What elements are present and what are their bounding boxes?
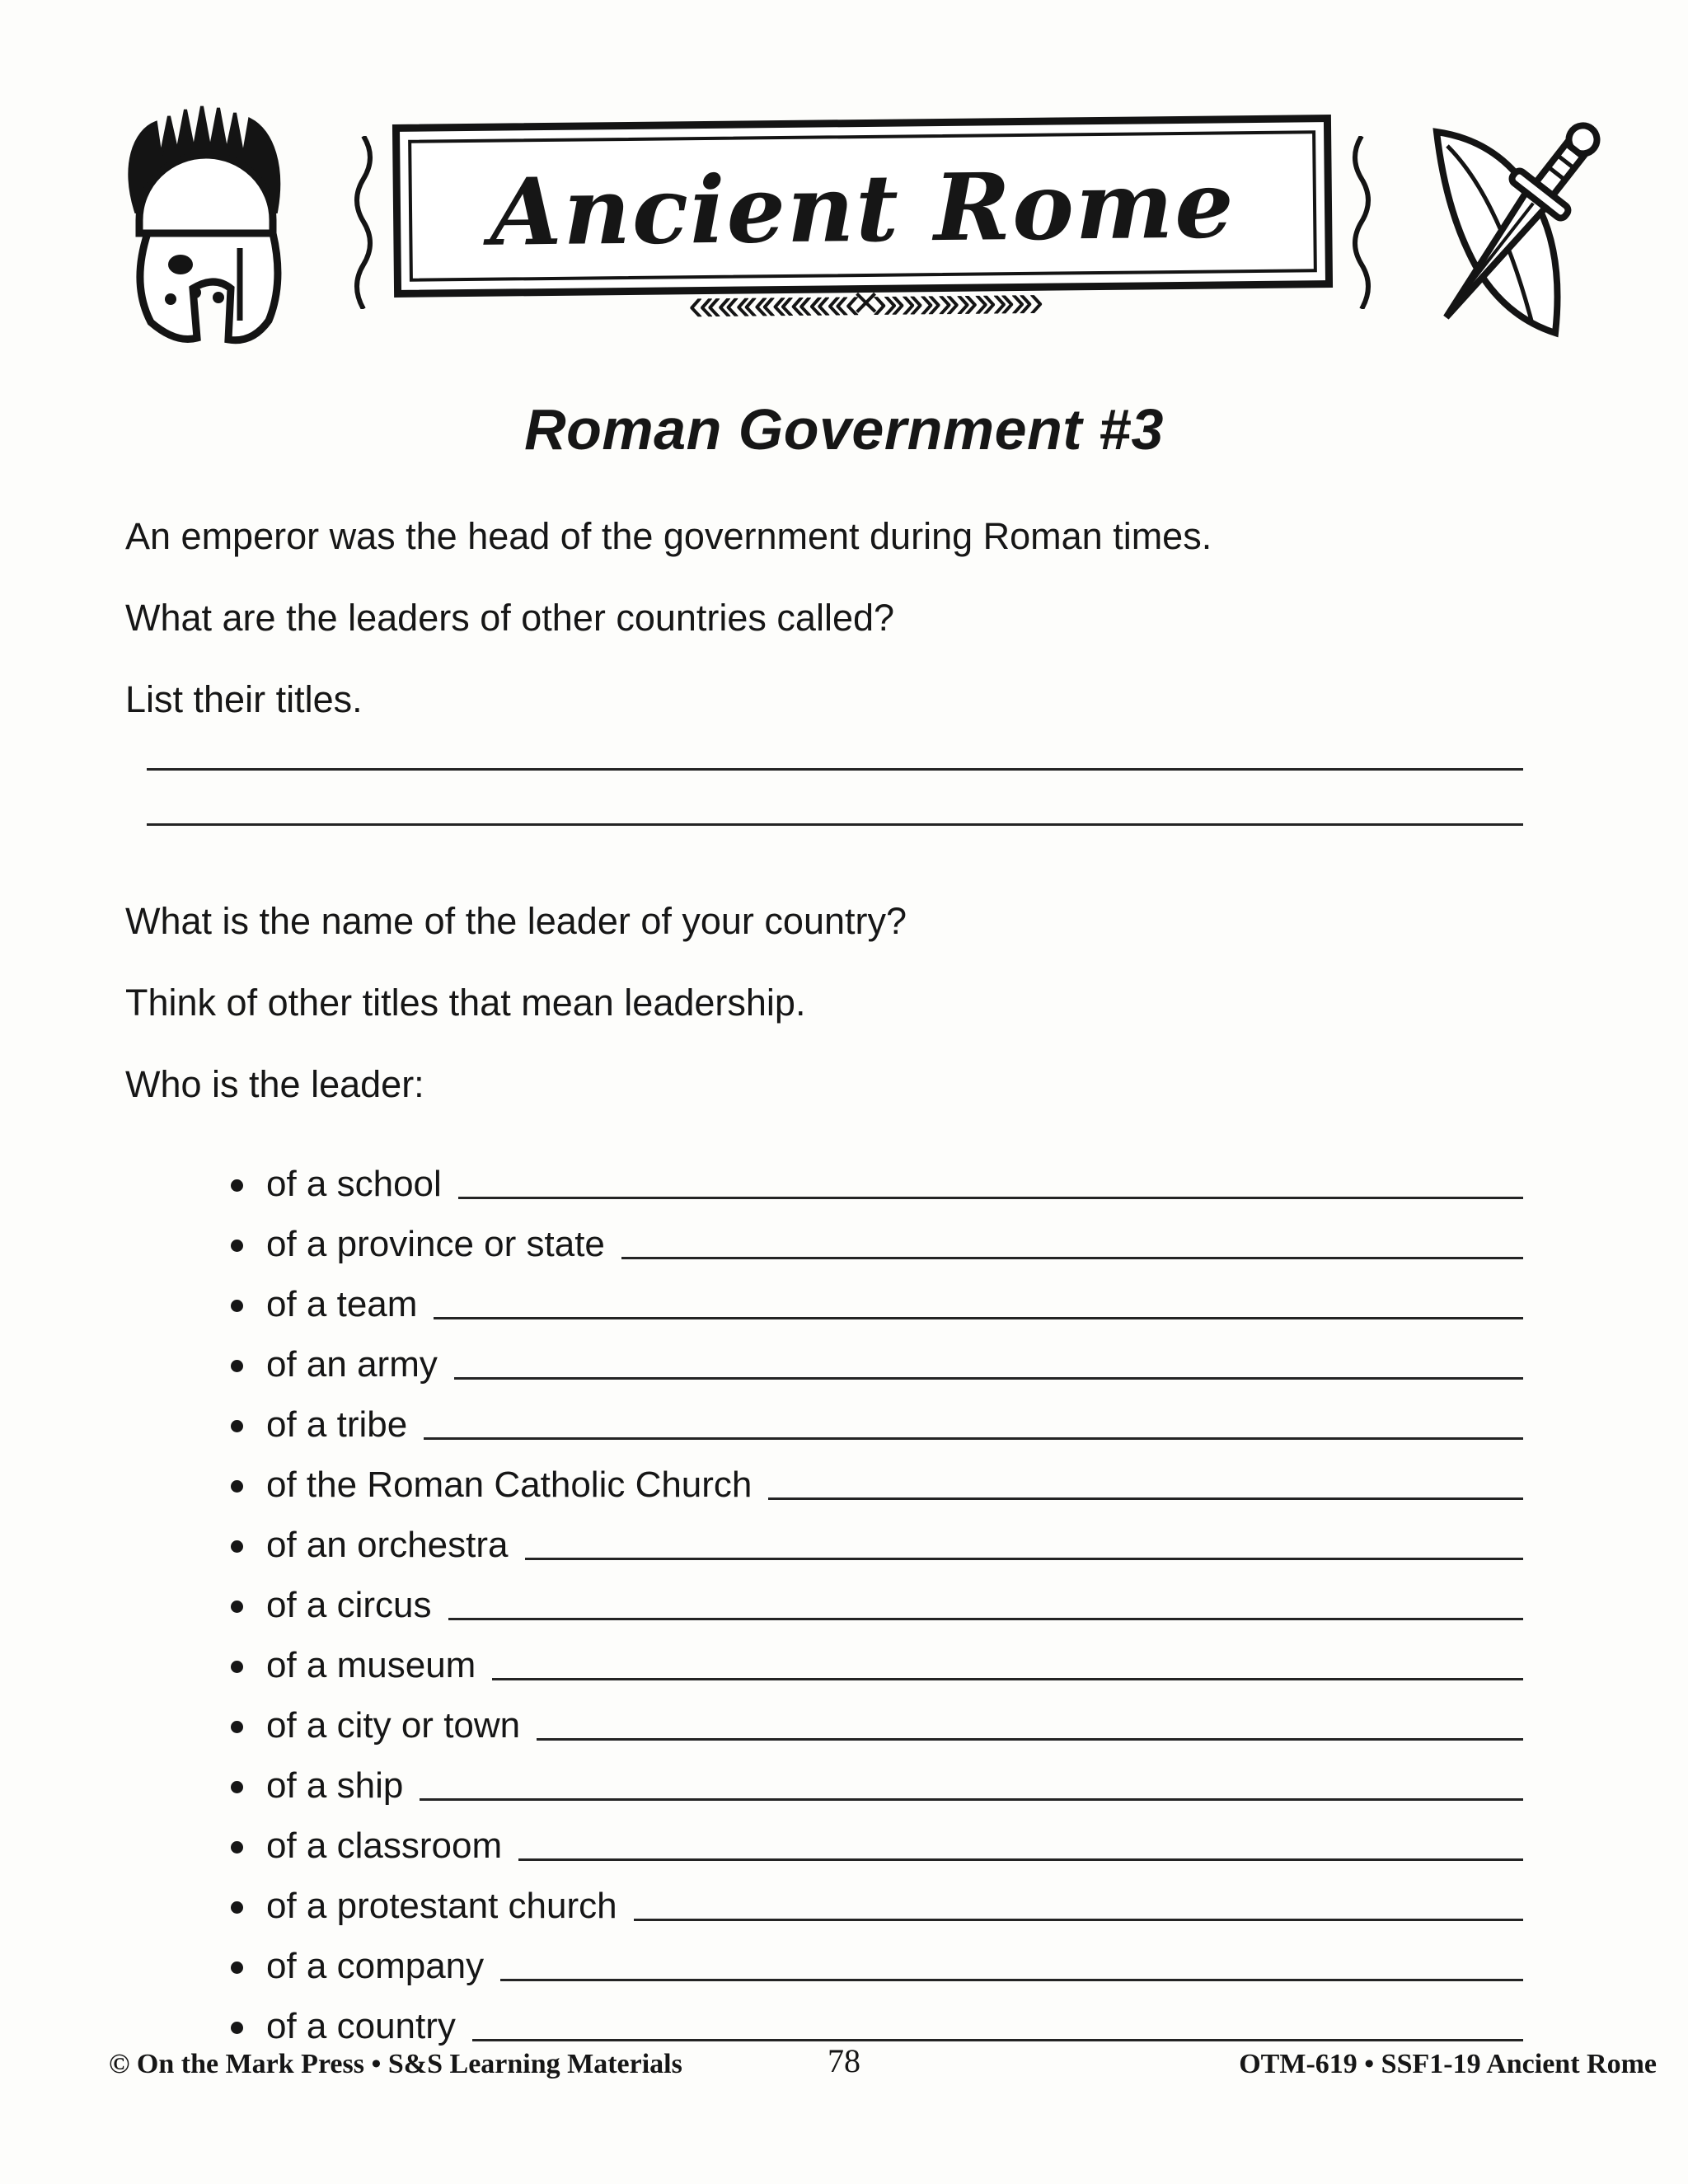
answer-line [454, 1377, 1523, 1380]
list-item [231, 1566, 1523, 1626]
footer-page-number: 78 [828, 2042, 860, 2079]
answer-line [424, 1437, 1523, 1440]
bullet-icon [231, 1480, 243, 1493]
list-item-label: of a protestant church [266, 1886, 617, 1927]
answer-line [768, 1497, 1523, 1500]
list-item-label: of a city or town [266, 1705, 521, 1746]
garland-left: ««««««««« [688, 276, 853, 330]
list-item [231, 1626, 1523, 1686]
answer-line [634, 1919, 1523, 1921]
garland-right: »»»»»»»»» [872, 274, 1037, 328]
answer-line [525, 1558, 1524, 1560]
intro-section [125, 515, 1523, 826]
list-item [231, 1927, 1523, 1987]
answer-line [147, 768, 1523, 771]
bullet-icon [231, 1179, 243, 1192]
answer-line [434, 1317, 1523, 1319]
list-item [231, 1867, 1523, 1927]
banner-title: Ancient Rome [489, 151, 1236, 267]
answer-line [537, 1738, 1523, 1741]
bullet-icon [231, 2022, 243, 2034]
bullet-icon [231, 1961, 243, 1974]
bullet-icon [231, 1841, 243, 1854]
list-item-label: of the Roman Catholic Church [266, 1465, 753, 1506]
bullet-icon [231, 1721, 243, 1733]
list-item [231, 1145, 1523, 1205]
footer-product-code: OTM-619 • SSF1-19 Ancient Rome [1239, 2049, 1657, 2079]
list-item [231, 1205, 1523, 1265]
ribbon-left-icon [349, 136, 378, 309]
answer-line [621, 1257, 1523, 1259]
list-item-label: of a tribe [266, 1404, 408, 1446]
roman-helmet-illustration [78, 87, 334, 359]
answer-line [420, 1798, 1523, 1801]
garland-center: × [852, 275, 873, 329]
list-item-label: of a province or state [266, 1224, 605, 1265]
list-item-label: of a museum [266, 1645, 476, 1686]
list-item [231, 1506, 1523, 1566]
laurel-garland-icon [688, 274, 1037, 330]
list-item [231, 1686, 1523, 1746]
list-item [231, 1987, 1523, 2047]
list-item-label: of an orchestra [266, 1525, 509, 1566]
bullet-icon [231, 1360, 243, 1372]
list-item-label: of an army [266, 1344, 438, 1385]
bullet-icon [231, 1240, 243, 1252]
list-item-label: of a circus [266, 1585, 432, 1626]
list-item-label: of a ship [266, 1765, 404, 1807]
answer-line [492, 1678, 1523, 1680]
bullet-icon [231, 1601, 243, 1613]
bullet-icon [231, 1540, 243, 1553]
bullet-icon [231, 1661, 243, 1673]
list-item [231, 1746, 1523, 1807]
banner-inner-border [408, 130, 1317, 282]
list-item [231, 1446, 1523, 1506]
prompt-line: Who is the leader: [125, 1062, 424, 1105]
list-item-label: of a company [266, 1946, 485, 1987]
prompt-line: Think of other titles that mean leadership. [125, 982, 806, 1024]
bullet-icon [231, 1781, 243, 1793]
footer-publisher: © On the Mark Press • S&S Learning Materials [109, 2049, 682, 2079]
sword-illustration [1391, 87, 1630, 359]
banner-box [393, 120, 1332, 330]
ribbon-right-icon [1347, 136, 1376, 309]
bullet-icon [231, 1420, 243, 1432]
list-item-label: of a country [266, 2006, 456, 2047]
leader-list [231, 1145, 1523, 2047]
bullet-icon [231, 1300, 243, 1312]
list-item [231, 1325, 1523, 1385]
list-item [231, 1807, 1523, 1867]
answer-line [448, 1618, 1523, 1620]
intro-line: What are the leaders of other countries called? [125, 596, 895, 639]
bullet-icon [231, 1901, 243, 1914]
banner-outer-border [392, 115, 1333, 298]
list-item [231, 1385, 1523, 1446]
worksheet-body [0, 515, 1688, 2047]
list-item-label: of a classroom [266, 1825, 503, 1867]
list-item [231, 1265, 1523, 1325]
answer-line [518, 1858, 1523, 1861]
answer-line [500, 1979, 1523, 1981]
page-footer [0, 2039, 1688, 2080]
answer-line [147, 823, 1523, 826]
page-title: Roman Government #3 [524, 397, 1164, 462]
list-item-label: of a school [266, 1164, 442, 1205]
list-item-label: of a team [266, 1284, 418, 1325]
intro-line: An emperor was the head of the government during Roman times. [125, 515, 1212, 557]
header-banner [0, 0, 1688, 359]
prompt-section [125, 900, 1523, 1105]
answer-line [458, 1197, 1523, 1199]
prompt-line: What is the name of the leader of your country? [125, 900, 907, 943]
intro-line: List their titles. [125, 677, 363, 720]
